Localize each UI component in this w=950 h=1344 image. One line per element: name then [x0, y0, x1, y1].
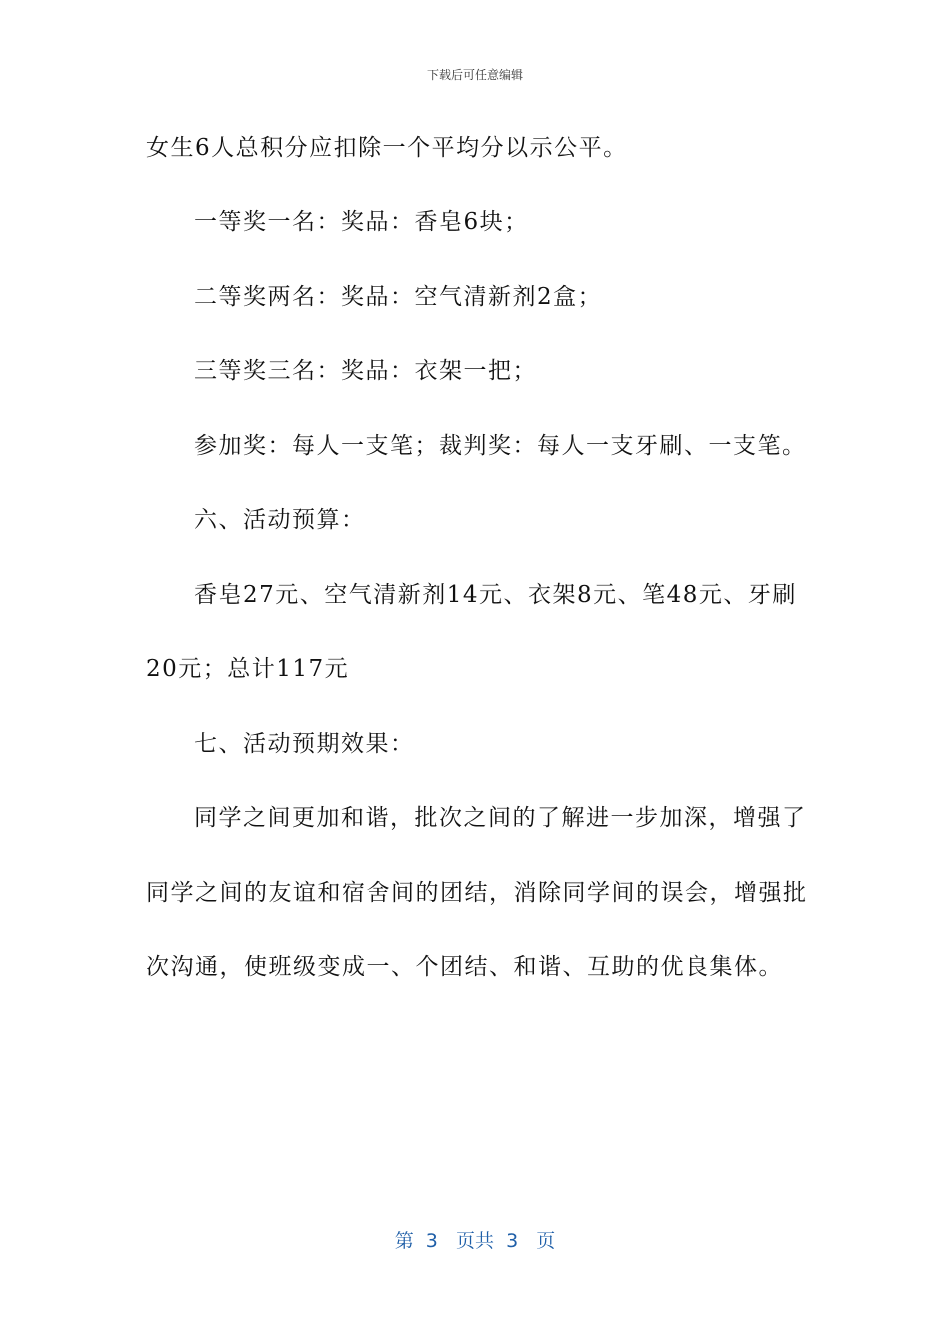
body-line-3: 二等奖两名：奖品：空气清新剂2盒；: [194, 284, 603, 310]
body-line-1: 女生6人总积分应扣除一个平均分以示公平。: [146, 135, 628, 161]
body-line-7: 香皂27元、空气清新剂14元、衣架8元、笔48元、牙刷: [194, 582, 797, 608]
section-heading-budget: 六、活动预算：: [194, 507, 366, 533]
body-line-5: 参加奖：每人一支笔；裁判奖：每人一支牙刷、一支笔。: [194, 433, 807, 459]
page-header: 下载后可任意编辑: [426, 68, 523, 82]
body-line-4: 三等奖三名：奖品：衣架一把；: [194, 358, 537, 384]
body-line-10: 同学之间更加和谐，批次之间的了解进一步加深，增强了: [194, 805, 807, 831]
body-line-11: 同学之间的友谊和宿舍间的团结，消除同学间的误会，增强批: [146, 880, 808, 906]
section-heading-expected-effect: 七、活动预期效果：: [194, 731, 415, 757]
body-line-12: 次沟通，使班级变成一、个团结、和谐、互助的优良集体。: [146, 954, 783, 980]
body-line-8: 20元；总计117元: [146, 656, 350, 682]
body-line-2: 一等奖一名：奖品：香皂6块；: [194, 209, 529, 235]
page-footer: 第 3 页共 3 页: [394, 1230, 556, 1252]
